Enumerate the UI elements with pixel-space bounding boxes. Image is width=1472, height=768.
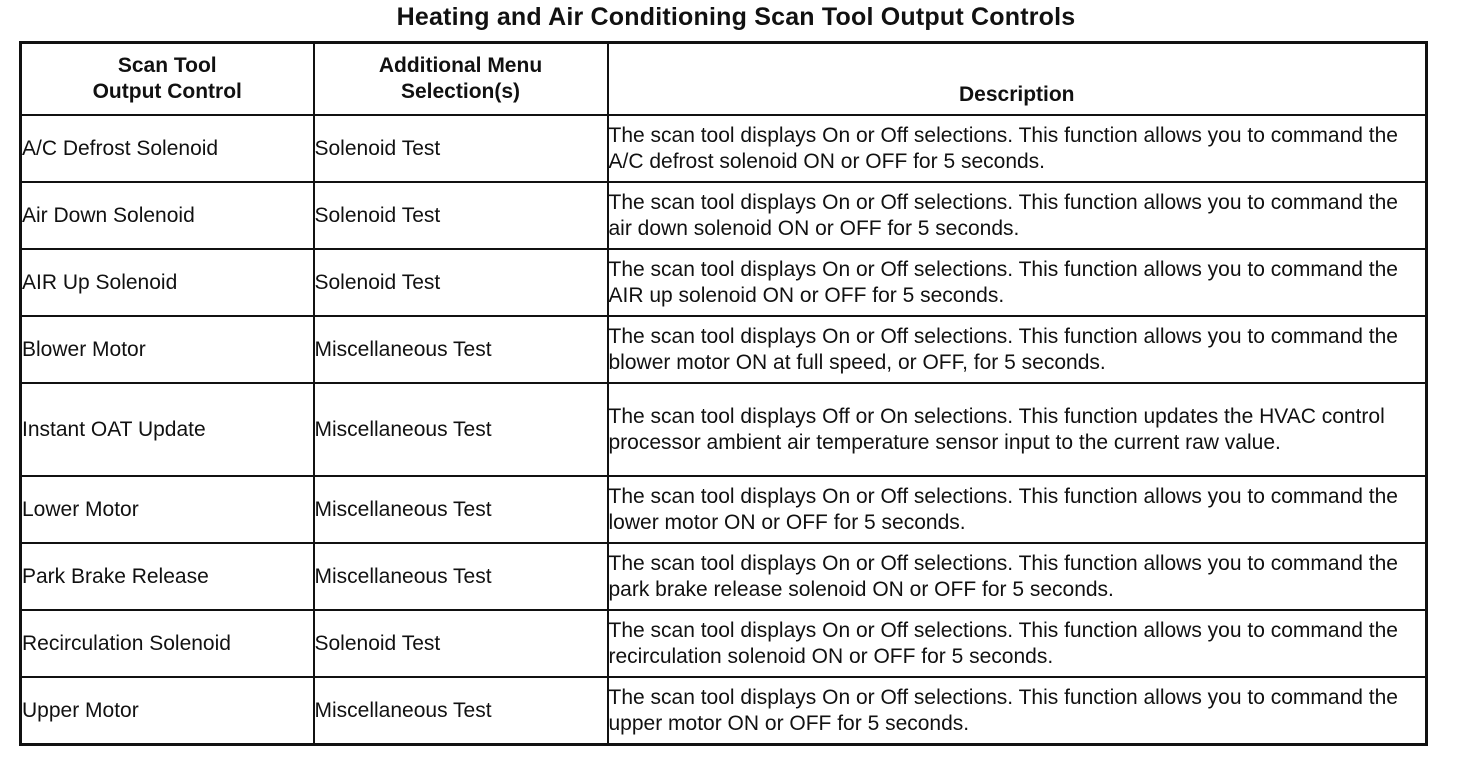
output-controls-table: [19, 41, 1428, 746]
column-header-description: [608, 43, 1427, 116]
output-control-cell: Upper Motor: [21, 677, 314, 745]
description-cell: The scan tool displays On or Off selections. This function allows you to command the upper motor ON or OFF for 5 seconds.: [608, 677, 1427, 745]
description-cell: The scan tool displays On or Off selections. This function allows you to command the recirculation solenoid ON or OFF for 5 seconds.: [608, 610, 1427, 677]
table-row: [21, 115, 1427, 182]
output-control-cell: Blower Motor: [21, 316, 314, 383]
menu-selection-cell: Solenoid Test: [314, 115, 608, 182]
output-control-cell: Air Down Solenoid: [21, 182, 314, 249]
column-header-line: Additional Menu: [378, 54, 543, 77]
table-row: [21, 316, 1427, 383]
menu-selection-cell: Solenoid Test: [314, 182, 608, 249]
column-header-menu-selection: [314, 43, 608, 116]
menu-selection-cell: Solenoid Test: [314, 610, 608, 677]
table-row: [21, 383, 1427, 476]
table-row: [21, 543, 1427, 610]
description-cell: The scan tool displays On or Off selections. This function allows you to command the A/C defrost solenoid ON or OFF for 5 seconds.: [608, 115, 1427, 182]
menu-selection-cell: Miscellaneous Test: [314, 383, 608, 476]
output-control-cell: Lower Motor: [21, 476, 314, 543]
description-cell: The scan tool displays Off or On selections. This function updates the HVAC control processor ambient air temperature sensor input to the current raw value.: [608, 383, 1427, 476]
table-header-row: [21, 43, 1427, 116]
description-cell: The scan tool displays On or Off selections. This function allows you to command the blower motor ON at full speed, or OFF, for 5 seconds.: [608, 316, 1427, 383]
menu-selection-cell: Miscellaneous Test: [314, 476, 608, 543]
description-cell: The scan tool displays On or Off selections. This function allows you to command the AIR up solenoid ON or OFF for 5 seconds.: [608, 249, 1427, 316]
output-control-cell: A/C Defrost Solenoid: [21, 115, 314, 182]
column-header-line: Selection(s): [400, 80, 521, 103]
column-header-line: Description: [958, 83, 1075, 106]
menu-selection-cell: Miscellaneous Test: [314, 677, 608, 745]
output-control-cell: Instant OAT Update: [21, 383, 314, 476]
description-cell: The scan tool displays On or Off selections. This function allows you to command the park brake release solenoid ON or OFF for 5 seconds.: [608, 543, 1427, 610]
page-title: Heating and Air Conditioning Scan Tool Output Controls: [396, 3, 1076, 31]
column-header-line: Scan Tool: [117, 54, 217, 77]
menu-selection-cell: Miscellaneous Test: [314, 316, 608, 383]
menu-selection-cell: Miscellaneous Test: [314, 543, 608, 610]
column-header-output-control: [21, 43, 314, 116]
table-row: [21, 476, 1427, 543]
column-header-line: Output Control: [92, 80, 242, 103]
table-row: [21, 610, 1427, 677]
description-cell: The scan tool displays On or Off selections. This function allows you to command the air down solenoid ON or OFF for 5 seconds.: [608, 182, 1427, 249]
description-cell: The scan tool displays On or Off selections. This function allows you to command the lower motor ON or OFF for 5 seconds.: [608, 476, 1427, 543]
output-control-cell: Park Brake Release: [21, 543, 314, 610]
menu-selection-cell: Solenoid Test: [314, 249, 608, 316]
table-row: [21, 677, 1427, 745]
table-row: [21, 182, 1427, 249]
output-control-cell: Recirculation Solenoid: [21, 610, 314, 677]
table-row: [21, 249, 1427, 316]
output-control-cell: AIR Up Solenoid: [21, 249, 314, 316]
